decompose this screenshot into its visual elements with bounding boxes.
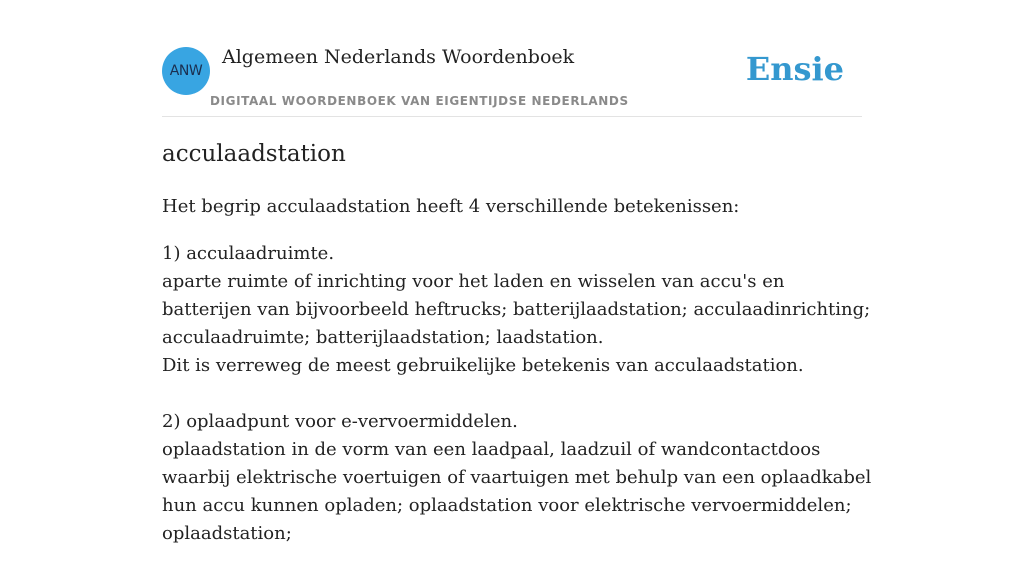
entry-intro: Het begrip acculaadstation heeft 4 verschillende betekenissen: bbox=[162, 196, 740, 217]
site-header bbox=[162, 40, 862, 117]
anw-logo[interactable] bbox=[162, 47, 210, 95]
sense-heading: 1) acculaadruimte. bbox=[162, 243, 335, 264]
site-subtitle: DIGITAAL WOORDENBOEK VAN EIGENTIJDSE NEDERLANDS bbox=[210, 94, 629, 108]
site-title[interactable]: Algemeen Nederlands Woordenboek bbox=[222, 46, 575, 68]
ensie-brand-logo[interactable]: Ensie bbox=[745, 50, 844, 88]
sense-definition: oplaadstation in de vorm van een laadpaal, laadzuil of wandcontactdoos waarbij elektrische voertuigen of vaartuigen met behulp van een oplaadkabel hun accu kunnen opladen; oplaadstation voor elektrische vervoermiddelen; oplaadstation; bbox=[162, 439, 872, 544]
sense-1 bbox=[162, 240, 872, 380]
sense-2 bbox=[162, 408, 872, 548]
entry-content bbox=[162, 138, 872, 576]
sense-note: Dit is verreweg de meest gebruikelijke betekenis van acculaadstation. bbox=[162, 355, 804, 376]
logo-text: ANW bbox=[169, 63, 203, 79]
sense-heading: 2) oplaadpunt voor e-vervoermiddelen. bbox=[162, 411, 518, 432]
sense-definition: aparte ruimte of inrichting voor het laden en wisselen van accu's en batterijen van bijvoorbeeld heftrucks; batterijlaadstation; acculaadinrichting; acculaadruimte; batterijlaadstation; laadstation. bbox=[162, 271, 871, 348]
entry-term: acculaadstation bbox=[162, 141, 346, 167]
